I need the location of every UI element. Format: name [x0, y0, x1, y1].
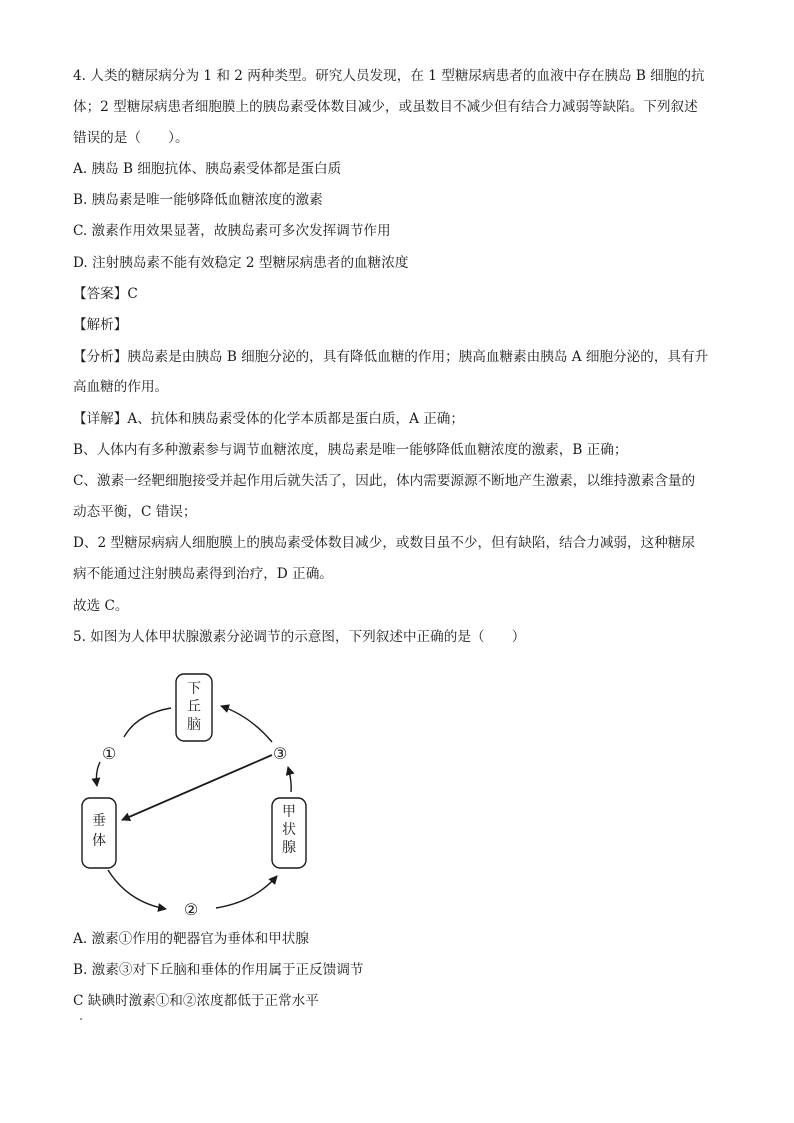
q4-detail-line-5: D、2 型糖尿病病人细胞膜上的胰岛素受体数目减少，或数目虽不少，但有缺陷，结合力减弱，这种糖尿: [73, 535, 695, 551]
q4-stem-line-1: 4. 人类的糖尿病分为 1 和 2 两种类型。研究人员发现，在 1 型糖尿病患者的血液中存在胰岛 B 细胞的抗: [73, 68, 705, 84]
pituitary-box: [82, 798, 116, 868]
arrow-1-to-pituitary: [96, 762, 100, 786]
q4-conclusion: 故选 C。: [73, 598, 129, 614]
q4-detail-line-4: 动态平衡，C 错误；: [73, 504, 197, 520]
stray-dot: [80, 1018, 82, 1020]
q5-option-a: A. 激素①作用的靶器官为垂体和甲状腺: [73, 931, 309, 947]
q4-option-d: D. 注射胰岛素不能有效稳定 2 型糖尿病患者的血糖浓度: [73, 255, 409, 271]
q4-option-c: C. 激素作用效果显著，故胰岛素可多次发挥调节作用: [73, 223, 391, 239]
pituitary-char-2: 体: [92, 833, 106, 849]
arrow-pituitary-to-2: [108, 870, 166, 909]
q4-analysis-line-2: 高血糖的作用。: [73, 379, 169, 395]
thyroid-char-1: 甲: [282, 804, 296, 820]
arrow-2-to-thyroid: [216, 876, 277, 908]
q5-option-b: B. 激素③对下丘脑和垂体的作用属于正反馈调节: [73, 962, 364, 978]
q4-detail-line-1: 【详解】A、抗体和胰岛素受体的化学本质都是蛋白质，A 正确；: [73, 411, 464, 427]
hormone-3-label: ③: [272, 744, 288, 763]
arrow-hypothalamus-to-1: [124, 708, 171, 737]
hypothalamus-char-3: 脑: [187, 717, 201, 733]
q4-detail-line-3: C、激素一经靶细胞接受并起作用后就失活了，因此，体内需要源源不断地产生激素，以维持激素含量的: [73, 473, 696, 489]
hormone-1-label: ①: [101, 744, 117, 763]
thyroid-box: [272, 798, 306, 868]
q4-stem-line-3: 错误的是（ ）。: [73, 130, 189, 146]
q4-answer: [73, 284, 138, 304]
q4-analysis-line-1: 【分析】胰岛素是由胰岛 B 细胞分泌的，具有降低血糖的作用；胰高血糖素由胰岛 A 细胞分泌的，具有升: [73, 349, 709, 365]
hypothalamus-box: [176, 674, 212, 741]
answer-value: C: [127, 286, 138, 302]
q4-detail-line-6: 病不能通过注射胰岛素得到治疗，D 正确。: [73, 566, 333, 582]
q5-option-c: C 缺碘时激素①和②浓度都低于正常水平: [73, 993, 319, 1009]
q4-detail-line-2: B、人体内有多种激素参与调节血糖浓度，胰岛素是唯一能够降低血糖浓度的激素，B 正确；: [73, 442, 628, 458]
pituitary-char-1: 垂: [92, 813, 106, 829]
q4-option-b: B. 胰岛素是唯一能够降低血糖浓度的激素: [73, 192, 323, 208]
answer-label: 【答案】: [73, 286, 128, 302]
arrow-3-to-pituitary: [122, 755, 272, 820]
thyroid-char-2: 状: [282, 822, 296, 838]
hormone-2-label: ②: [183, 900, 199, 919]
q4-stem-line-2: 体；2 型糖尿病患者细胞膜上的胰岛素受体数目减少，或虽数目不减少但有结合力减弱等缺陷。下列叙述: [73, 99, 698, 115]
thyroid-regulation-diagram: [70, 664, 370, 926]
hypothalamus-char-1: 下: [187, 681, 201, 697]
q4-analysis-label: 【解析】: [73, 317, 128, 333]
thyroid-char-3: 腺: [282, 840, 296, 856]
arrow-thyroid-to-3: [288, 767, 291, 792]
q4-option-a: A. 胰岛 B 细胞抗体、胰岛素受体都是蛋白质: [73, 161, 342, 177]
arrow-3-to-hypothalamus: [221, 706, 272, 742]
q5-stem: 5. 如图为人体甲状腺激素分泌调节的示意图，下列叙述中正确的是（ ）: [73, 629, 526, 645]
hypothalamus-char-2: 丘: [187, 699, 201, 715]
